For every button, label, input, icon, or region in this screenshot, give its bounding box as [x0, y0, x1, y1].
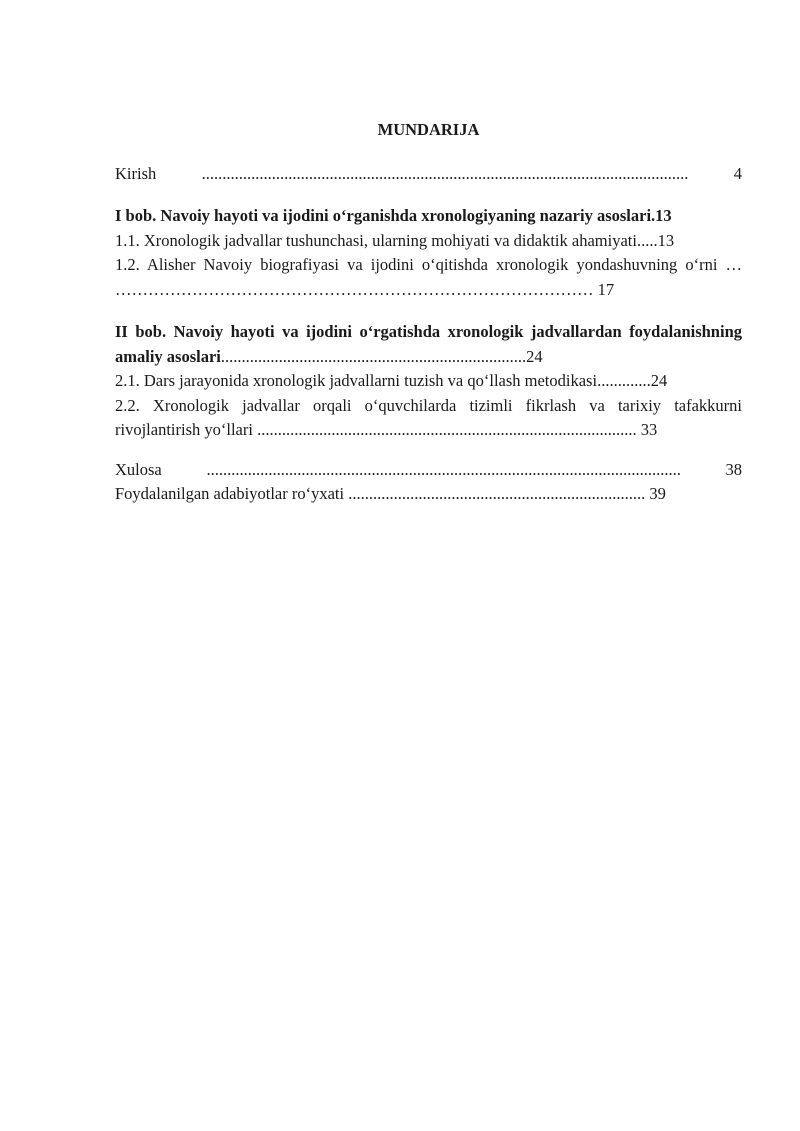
spacer: [115, 443, 742, 458]
toc-leader-dots: ..........................................................................: [220, 346, 527, 366]
toc-entry-section-2-1[interactable]: [115, 369, 742, 394]
toc-leader-dots: ......................................................................................................................: [156, 163, 689, 183]
toc-entry-title: 2.2. Xronologik jadvallar orqali o‘quvchilarda tizimli fikrlash va tarixiy tafakkurni rivojlantirish yo‘llari: [115, 395, 742, 439]
toc-leader-dots: … ……………………………………………………………………………: [115, 255, 743, 299]
table-of-contents: [115, 118, 742, 507]
toc-entry-references[interactable]: [115, 482, 742, 507]
toc-page-number: 24: [650, 371, 668, 390]
toc-entry-section-1-1[interactable]: [115, 229, 742, 254]
toc-leader-dots: .............: [597, 371, 651, 390]
toc-leader-dots: .....: [636, 230, 658, 250]
spacer: [115, 186, 742, 204]
toc-page-number: 39: [649, 484, 666, 503]
toc-page-number: 4: [688, 163, 742, 183]
toc-entry-title: I bob. Navoiy hayoti va ijodini o‘rganishda xronologiyaning nazariy asoslari.: [115, 206, 656, 225]
toc-entry-section-1-2[interactable]: [115, 253, 742, 302]
toc-entry-title: II bob. Navoiy hayoti va ijodini o‘rgatishda xronologik jadvallardan foydalanishning amaliy asoslari: [115, 322, 742, 366]
toc-entry-kirish[interactable]: [115, 162, 742, 187]
toc-entry-title: Xulosa: [115, 459, 162, 479]
spacer: [115, 302, 742, 320]
toc-entry-section-2-2[interactable]: [115, 394, 742, 443]
toc-entry-chapter-2[interactable]: [115, 320, 742, 369]
toc-entry-title: 1.1. Xronologik jadvallar tushunchasi, ularning mohiyati va didaktik ahamiyati: [115, 230, 637, 250]
toc-leader-dots: ............................................................................................: [252, 420, 637, 439]
toc-entry-xulosa[interactable]: [115, 458, 742, 483]
toc-leader-dots: ........................................................................: [344, 484, 650, 503]
toc-page-number: 24: [526, 346, 543, 366]
toc-title: MUNDARIJA: [377, 120, 480, 139]
toc-page-number: 13: [657, 230, 675, 250]
toc-entry-title: 1.2. Alisher Navoiy biografiyasi va ijodini o‘qitishda xronologik yondashuvning o‘rni: [115, 255, 718, 274]
toc-page-number: 13: [655, 206, 672, 225]
toc-entry-title: 2.1. Dars jarayonida xronologik jadvallarni tuzish va qo‘llash metodikasi: [115, 371, 598, 390]
toc-page-number: 33: [636, 420, 658, 439]
toc-entry-chapter-1[interactable]: [115, 204, 742, 229]
toc-leader-dots: ...................................................................................................................: [161, 459, 681, 479]
toc-page-number: 38: [680, 459, 742, 479]
toc-entry-title: Foydalanilgan adabiyotlar ro‘yxati: [115, 484, 345, 503]
toc-page-number: 17: [597, 279, 615, 299]
toc-entry-title: Kirish: [115, 163, 157, 183]
